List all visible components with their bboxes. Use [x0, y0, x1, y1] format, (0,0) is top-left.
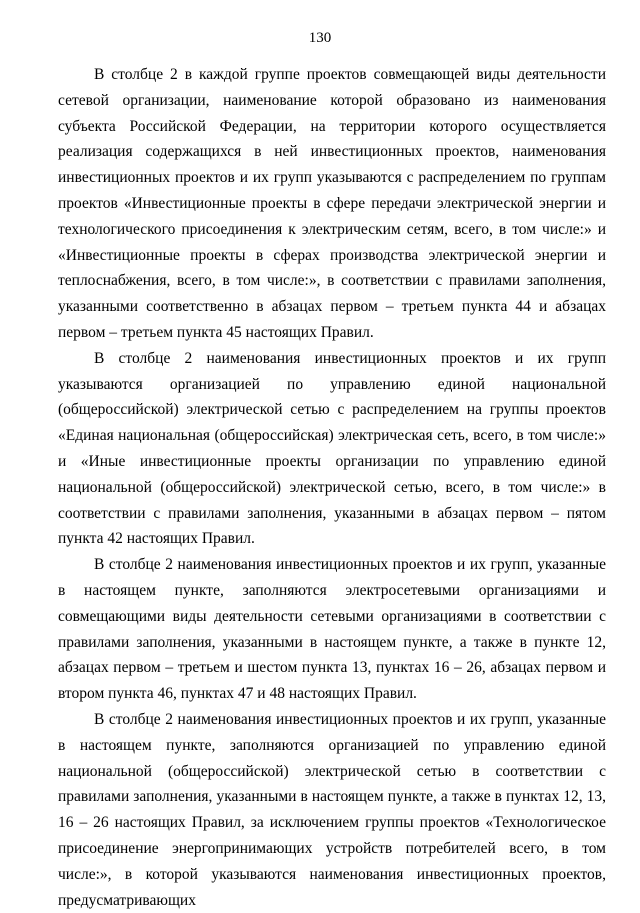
paragraph: В столбце 2 наименования инвестиционных проектов и их групп указываются организацией по управлению единой национальной (общероссийской) электрической сетью с распределением на группы проектов «Единая национальная (общероссийская) электрическая сеть, всего, в том числе:» и «Иные инвестиционные проекты организации по управлению единой национальной (общероссийской) электрической сетью, всего, в том числе:» в соответствии с правилами заполнения, указанными в абзацах первом – пятом пункта 42 настоящих Правил. [58, 349, 606, 548]
paragraph: В столбце 2 наименования инвестиционных проектов и их групп, указанные в настоящем пункте, заполняются организацией по управлению единой национальной (общероссийской) электрической сетью в соответствии с правилами заполнения, указанными в настоящем пункте, а также в пунктах 12, 13, 16 – 26 настоящих Правил, за исключением группы проектов «Технологическое присоединение энергопринимающих устройств потребителей всего, в том числе:», в которой указываются наименования инвестиционных проектов, предусматривающих [58, 710, 606, 909]
paragraph: В столбце 2 наименования инвестиционных проектов и их групп, указанные в настоящем пункте, заполняются электросетевыми организациями и совмещающими виды деятельности сетевыми организациями в соответствии с правилами заполнения, указанными в настоящем пункте, а также в пункте 12, абзацах первом – третьем и шестом пункта 13, пунктах 16 – 26, абзацах первом и втором пункта 46, пунктах 47 и 48 настоящих Правил. [58, 556, 606, 703]
page-number: 130 [308, 30, 332, 46]
paragraph: В столбце 2 в каждой группе проектов совмещающей виды деятельности сетевой организации, наименование которой образовано из наименования субъекта Российской Федерации, на территории которого осуществляется реализация содержащихся в ней инвестиционных проектов, наименования инвестиционных проектов и их групп указываются с распределением по группам проектов «Инвестиционные проекты в сфере передачи электрической энергии и технологического присоединения к электрическим сетям, всего, в том числе:» и «Инвестиционные проекты в сферах производства электрической энергии и теплоснабжения, всего, в том числе:», в соответствии с правилами заполнения, указанными соответственно в абзацах первом – третьем пункта 44 и абзацах первом – третьем пункта 45 настоящих Правил. [58, 66, 606, 341]
body-text [58, 62, 606, 913]
